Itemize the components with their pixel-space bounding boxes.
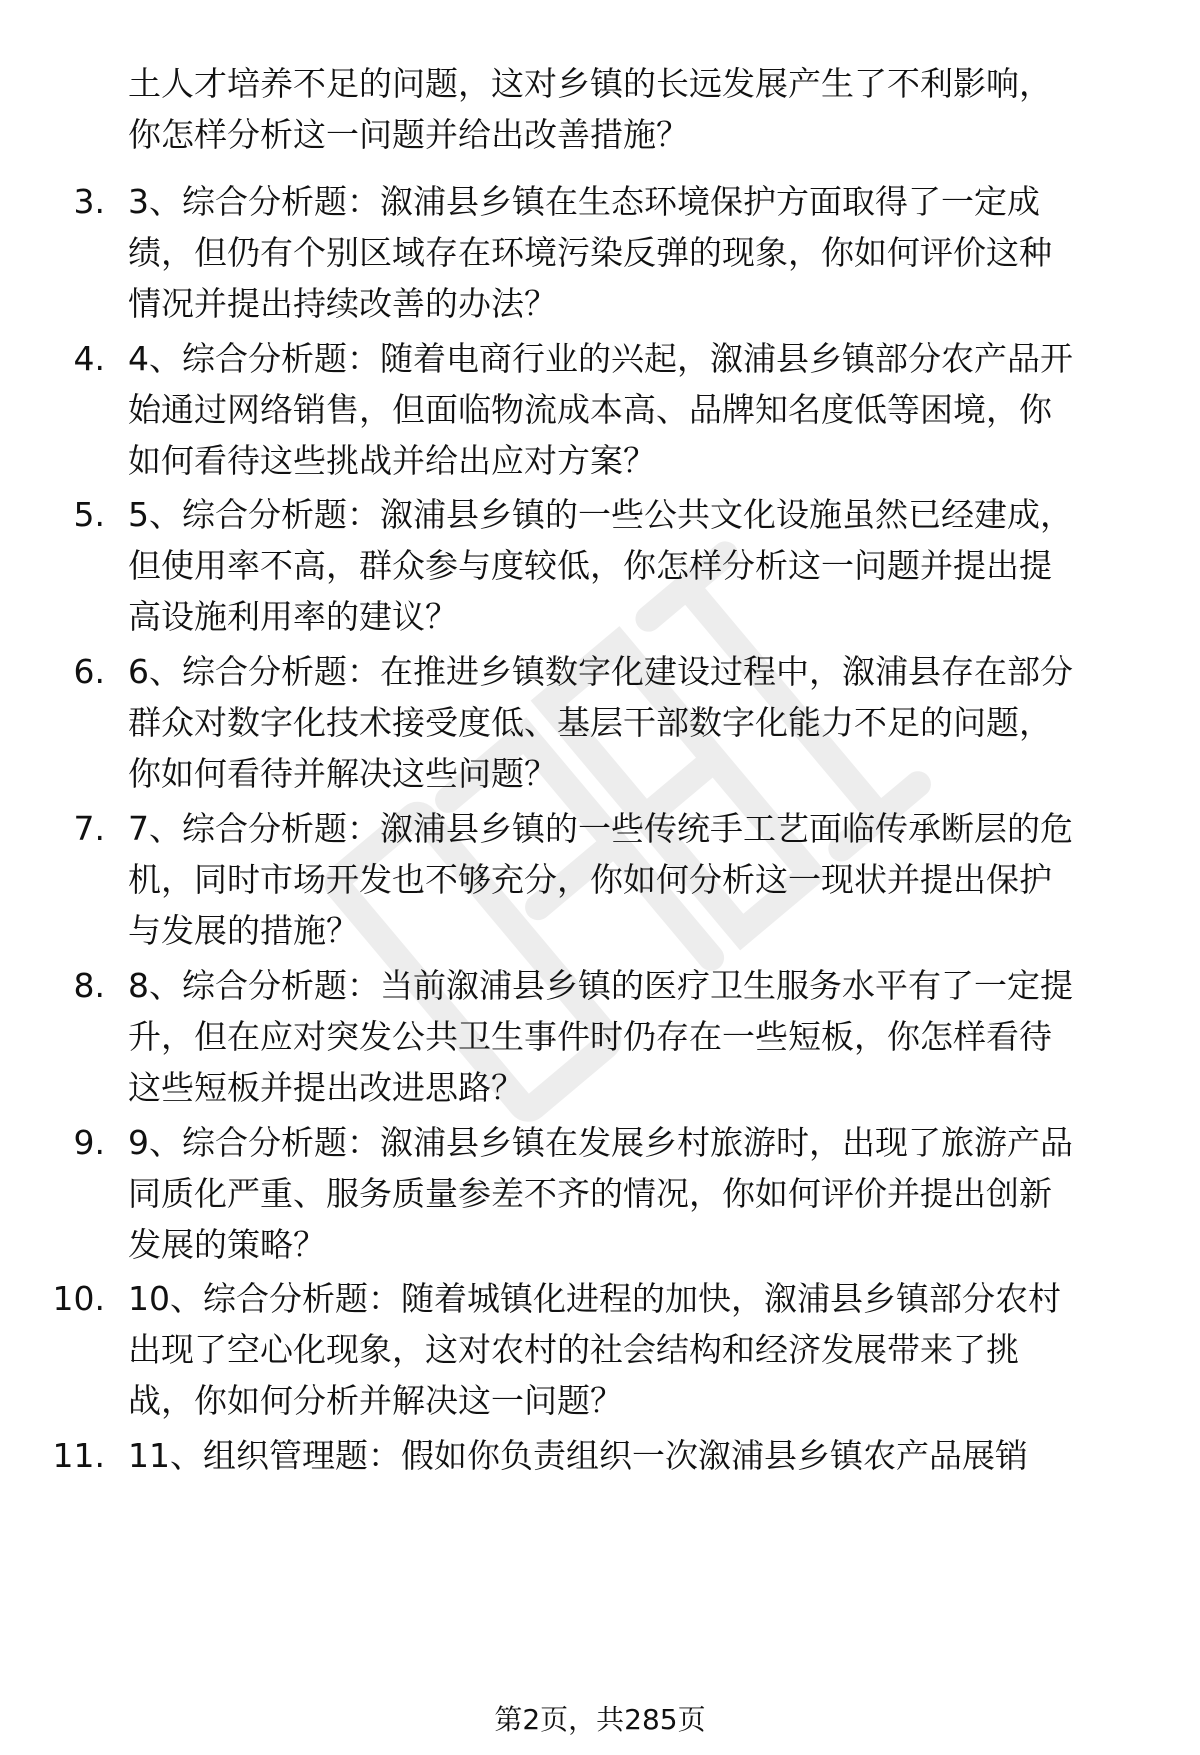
list-item-text xyxy=(128,489,1178,642)
continued-question-text xyxy=(128,58,1168,160)
text-line: 与发展的措施？ xyxy=(128,911,359,950)
text-line: 土人才培养不足的问题，这对乡镇的长远发展产生了不利影响， xyxy=(128,64,1052,103)
list-item-text xyxy=(128,1117,1178,1270)
text-line: 始通过网络销售，但面临物流成本高、品牌知名度低等困境，你 xyxy=(128,390,1052,429)
text-line: 情况并提出持续改善的办法？ xyxy=(128,284,557,323)
list-item-number: 6. xyxy=(73,652,105,691)
text-line: 8、综合分析题：当前溆浦县乡镇的医疗卫生服务水平有了一定提 xyxy=(128,966,1073,1005)
text-line: 战，你如何分析并解决这一问题？ xyxy=(128,1381,623,1420)
list-item-number: 4. xyxy=(73,339,105,378)
text-line: 群众对数字化技术接受度低、基层干部数字化能力不足的问题， xyxy=(128,703,1052,742)
page-number-footer: 第2页，共285页 xyxy=(494,1703,706,1736)
text-line: 你如何看待并解决这些问题？ xyxy=(128,754,557,793)
text-line: 同质化严重、服务质量参差不齐的情况，你如何评价并提出创新 xyxy=(128,1174,1052,1213)
text-line: 出现了空心化现象，这对农村的社会结构和经济发展带来了挑 xyxy=(128,1330,1019,1369)
list-item-text xyxy=(128,333,1178,486)
list-item-number: 10. xyxy=(52,1279,105,1318)
list-item-number: 9. xyxy=(73,1123,105,1162)
text-line: 你怎样分析这一问题并给出改善措施？ xyxy=(128,115,689,154)
text-line: 9、综合分析题：溆浦县乡镇在发展乡村旅游时，出现了旅游产品 xyxy=(128,1123,1073,1162)
text-line: 绩，但仍有个别区域存在环境污染反弹的现象，你如何评价这种 xyxy=(128,233,1052,272)
text-line: 3、综合分析题：溆浦县乡镇在生态环境保护方面取得了一定成 xyxy=(128,182,1040,221)
list-item-text xyxy=(128,176,1178,329)
text-line: 7、综合分析题：溆浦县乡镇的一些传统手工艺面临传承断层的危 xyxy=(128,809,1073,848)
text-line: 11、组织管理题：假如你负责组织一次溆浦县乡镇农产品展销 xyxy=(128,1436,1028,1475)
list-item-text xyxy=(128,646,1178,799)
list-item-number: 7. xyxy=(73,809,105,848)
list-item-number: 8. xyxy=(73,966,105,1005)
text-line: 如何看待这些挑战并给出应对方案？ xyxy=(128,441,656,480)
list-item-text xyxy=(128,1273,1178,1426)
text-line: 4、综合分析题：随着电商行业的兴起，溆浦县乡镇部分农产品开 xyxy=(128,339,1073,378)
text-line: 6、综合分析题：在推进乡镇数字化建设过程中，溆浦县存在部分 xyxy=(128,652,1073,691)
list-item-text xyxy=(128,803,1178,956)
text-line: 5、综合分析题：溆浦县乡镇的一些公共文化设施虽然已经建成， xyxy=(128,495,1073,534)
text-line: 这些短板并提出改进思路？ xyxy=(128,1068,524,1107)
text-line: 机，同时市场开发也不够充分，你如何分析这一现状并提出保护 xyxy=(128,860,1052,899)
text-line: 高设施利用率的建议？ xyxy=(128,597,458,636)
text-line: 10、综合分析题：随着城镇化进程的加快，溆浦县乡镇部分农村 xyxy=(128,1279,1061,1318)
text-line: 发展的策略？ xyxy=(128,1225,326,1264)
text-line: 但使用率不高，群众参与度较低，你怎样分析这一问题并提出提 xyxy=(128,546,1052,585)
list-item-number: 3. xyxy=(73,182,105,221)
list-item-text xyxy=(128,1430,1178,1481)
list-item-number: 11. xyxy=(52,1436,105,1475)
text-line: 升，但在应对突发公共卫生事件时仍存在一些短板，你怎样看待 xyxy=(128,1017,1052,1056)
list-item-number: 5. xyxy=(73,495,105,534)
list-item-text xyxy=(128,960,1178,1113)
